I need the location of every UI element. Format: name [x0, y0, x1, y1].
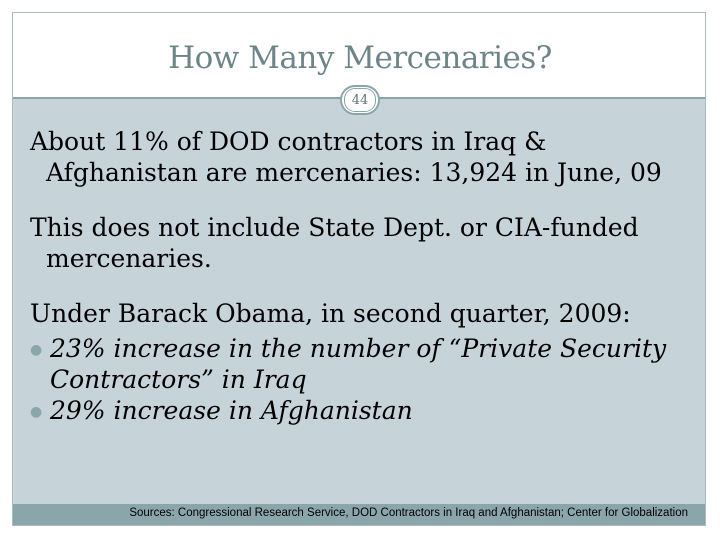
list-item	[30, 395, 690, 428]
bullet-afghanistan: 29% increase in Afghanistan	[50, 396, 413, 425]
source-citation: Sources: Congressional Research Service, DOD Contractors in Iraq and Afghanistan; Center for Globalization	[129, 507, 688, 519]
bullet-iraq: 23% increase in the number of “Private Security Contractors” in Iraq	[50, 334, 667, 394]
circle-bullet-icon: ●	[30, 342, 43, 358]
slide-title: How Many Mercenaries?	[168, 40, 552, 76]
slide-number: 44	[344, 88, 376, 112]
paragraph-contractors: About 11% of DOD contractors in Iraq & Afghanistan are mercenaries: 13,924 in June, 09	[30, 127, 662, 187]
paragraph-obama: Under Barack Obama, in second quarter, 2009:	[30, 299, 631, 328]
circle-bullet-icon: ●	[30, 404, 43, 420]
slide-content	[30, 126, 690, 428]
list-item	[30, 333, 690, 395]
paragraph-exclusions: This does not include State Dept. or CIA-funded mercenaries.	[30, 213, 639, 273]
slide-number-badge	[340, 85, 380, 115]
